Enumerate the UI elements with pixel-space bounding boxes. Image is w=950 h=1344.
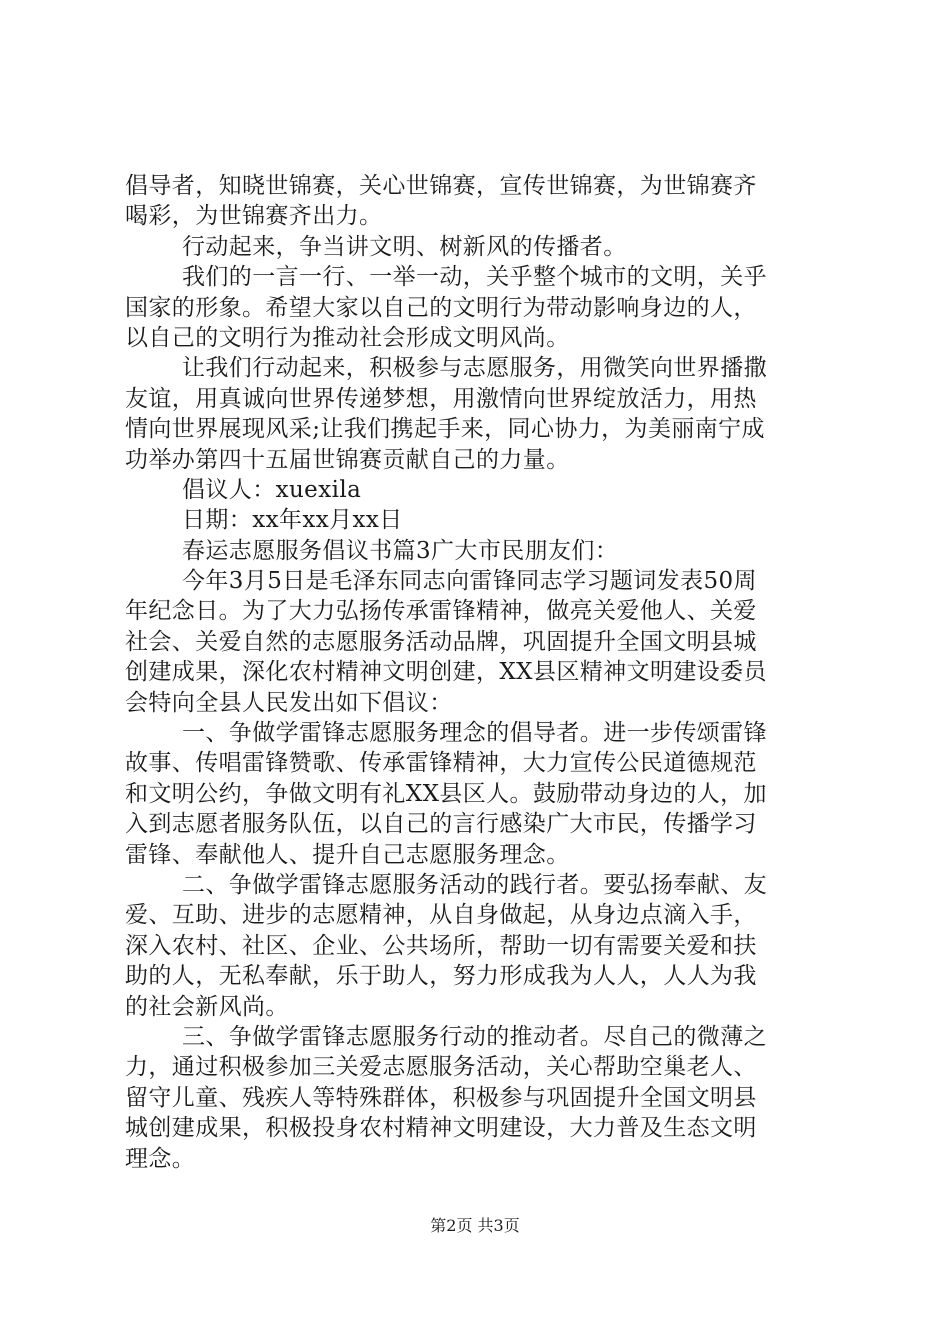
text-line: 国家的形象。希望大家以自己的文明行为带动影响身边的人， (125, 294, 757, 321)
text-line: 我们的一言一行、一举一动，关乎整个城市的文明，关乎 (182, 264, 767, 291)
text-line: 春运志愿服务倡议书篇3广大市民朋友们： (182, 537, 619, 564)
text-line: 力，通过积极参加三关爱志愿服务活动，关心帮助空巢老人、 (125, 1054, 757, 1081)
text-line: 年纪念日。为了大力弘扬传承雷锋精神，做亮关爱他人、关爱 (125, 598, 757, 625)
text-line: 故事、传唱雷锋赞歌、传承雷锋精神，大力宣传公民道德规范 (125, 750, 757, 777)
text-line: 行动起来，争当讲文明、树新风的传播者。 (182, 233, 627, 260)
text-line: 喝彩，为世锦赛齐出力。 (125, 203, 383, 230)
page-number-label: 第2页 共3页 (430, 1216, 520, 1235)
text-line: 会特向全县人民发出如下倡议： (125, 689, 453, 716)
text-line: 以自己的文明行为推动社会形成文明风尚。 (125, 324, 570, 351)
text-line: 城创建成果，积极投身农村精神文明建设，大力普及生态文明 (125, 1115, 757, 1142)
text-line: 社会、关爱自然的志愿服务活动品牌，巩固提升全国文明县城 (125, 628, 757, 655)
text-line: 情向世界展现风采;让我们携起手来，同心协力，为美丽南宁成 (125, 416, 765, 443)
text-line: 让我们行动起来，积极参与志愿服务，用微笑向世界播撒 (182, 355, 767, 382)
text-line: 一、争做学雷锋志愿服务理念的倡导者。进一步传颂雷锋 (182, 720, 767, 747)
text-line: 友谊，用真诚向世界传递梦想，用激情向世界绽放活力，用热 (125, 385, 757, 412)
text-line: 入到志愿者服务队伍，以自己的言行感染广大市民，传播学习 (125, 811, 757, 838)
text-line: 和文明公约，争做文明有礼XX县区人。鼓励带动身边的人，加 (125, 780, 767, 807)
text-line: 爱、互助、进步的志愿精神，从自身做起，从身边点滴入手， (125, 902, 757, 929)
text-line: 雷锋、奉献他人、提升自己志愿服务理念。 (125, 841, 570, 868)
text-line: 创建成果，深化农村精神文明创建，XX县区精神文明建设委员 (125, 659, 767, 686)
text-line: 的社会新风尚。 (125, 993, 289, 1020)
document-body (125, 171, 835, 1174)
text-line: 二、争做学雷锋志愿服务活动的践行者。要弘扬奉献、友 (182, 871, 767, 898)
text-line: 留守儿童、残疾人等特殊群体，积极参与巩固提升全国文明县 (125, 1084, 757, 1111)
text-line: 深入农村、社区、企业、公共场所，帮助一切有需要关爱和扶 (125, 932, 757, 959)
text-line: 倡导者，知晓世锦赛，关心世锦赛，宣传世锦赛，为世锦赛齐 (125, 173, 757, 199)
text-line: 日期：xx年xx月xx日 (182, 507, 403, 534)
text-line: 功举办第四十五届世锦赛贡献自己的力量。 (125, 446, 570, 473)
text-line: 助的人，无私奉献，乐于助人，努力形成我为人人，人人为我 (125, 963, 757, 990)
text-line: 理念。 (125, 1145, 196, 1172)
text-line: 倡议人：xuexila (182, 476, 362, 503)
text-line: 今年3月5日是毛泽东同志向雷锋同志学习题词发表50周 (182, 568, 757, 595)
page-footer (0, 1216, 950, 1236)
text-line: 三、争做学雷锋志愿服务行动的推动者。尽自己的微薄之 (182, 1023, 767, 1050)
